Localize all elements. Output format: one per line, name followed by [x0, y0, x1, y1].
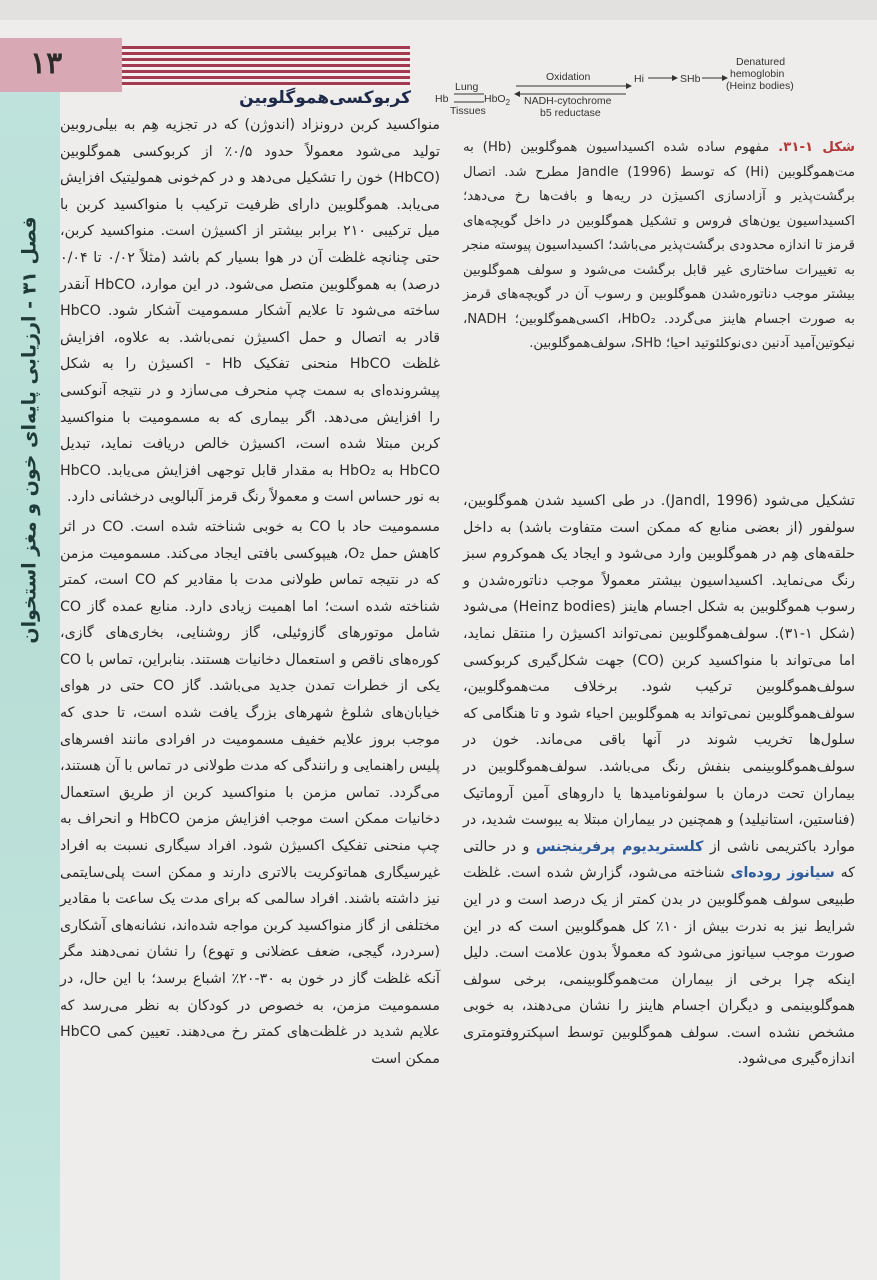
arrow-oxidation-head — [626, 83, 632, 89]
right-column — [60, 112, 440, 1075]
arrow-hi-shb-head — [672, 75, 678, 81]
chapter-title-text: فصل ۳۱ - ارزیابی پایه‌ای خون و مغز استخوان — [19, 216, 41, 644]
hemoglobin-oxidation-diagram — [430, 52, 870, 132]
diagram-denatured-2: hemoglobin — [730, 68, 785, 80]
diagram-lung: Lung — [455, 81, 479, 93]
arrow-reductase-head — [514, 91, 520, 97]
page-top-band — [0, 0, 877, 20]
right-paragraph-1: منواکسید کربن درونزاد (اندوژن) که در تجزیه هِم به بیلی‌روبین تولید می‌شود معمولاً حدود ۰/۵٪ از کربوکسی هموگلوبین (HbCO) خون را تشکیل می‌دهد و در کم‌خونی همولیتیک افزایش می‌یابد. هموگلوبین دارای ظرفیت ترکیب با منواکسید کربن با میل ترکیبی ۲۱۰ برابر بیشتر از اکسیژن است. منواکسید کربن، حتی چنانچه غلظت آن در هوا بسیار کم باشد (مثلاً ۰/۰۲ تا ۰/۰۴ درصد) به هموگلوبین متصل می‌شود. در این موارد، HbCO آنقدر ساخته می‌شود تا علایم آشکار مسمومیت آشکار شود. HbCO قادر به اتصال و حمل اکسیژن نمی‌باشد. به علاوه، افزایش غلظت HbCO منحنی تفکیک Hb - اکسیژن را به شکل پیشرونده‌ای به سمت چپ منحرف می‌سازد و در نتیجه آنوکسی را افزایش می‌دهد. اگر بیماری که به مسمومیت با منواکسید کربن مبتلا شده است، اکسیژن خالص دریافت نماید، تبدیل HbCO به HbO₂ به مقدار قابل توجهی افزایش می‌یابد. HbCO به نور حساس است و معمولاً رنگ قرمز آلبالویی درخشانی دارد. — [60, 117, 441, 506]
header-stripes — [122, 46, 410, 88]
diagram-denatured-1: Denatured — [736, 56, 786, 68]
diagram-hbo2: HbO$_2$ — [484, 93, 511, 107]
left-paragraph-1 — [463, 488, 855, 1073]
figure-label: شکل ۱-۳۱. — [778, 140, 856, 155]
figure-caption-text: مفهوم ساده شده اکسیداسیون هموگلوبین (Hb) به مت‌هموگلوبین (Hi) که توسط Jandle (1996) مطرح شد. اتصال برگشت‌پذیر و آزادسازی اکسیژن در ریه‌ها و بافت‌ها رخ می‌دهد؛ اکسیداسیون یون‌های فروس و تشکیل هموگلوبین در داخل گویچه‌های قرمز تا اندازه محدودی برگشت‌پذیر می‌باشد؛ اکسیداسیون پیوسته منجر به تغییرات ساختاری غیر قابل برگشت می‌شود و سولف هموگلوبین بیشتر موجب دناتوره‌شدن هموگلوبین و رسوب آن در گویچه‌های قرمز به صورت اجسام هاینز می‌گردد. HbO₂، اکسی‌هموگلوبین؛ NADH، نیکوتین‌آمید آدنین دی‌نوکلئوتید احیا؛ SHb، سولف‌هموگلوبین. — [463, 140, 855, 351]
diagram-hb: Hb — [435, 93, 449, 105]
diagram-denatured-3: (Heinz bodies) — [726, 80, 794, 92]
diagram-oxidation: Oxidation — [546, 71, 591, 83]
diagram-reductase-2: b5 reductase — [540, 107, 601, 119]
diagram-shb: SHb — [680, 73, 701, 85]
diagram-hi: Hi — [634, 73, 644, 85]
chapter-title-vertical — [0, 120, 60, 740]
diagram-tissues: Tissues — [450, 105, 486, 117]
page-number: ۱۳ — [30, 46, 63, 81]
diagram-hbo2-sub: 2 — [505, 98, 511, 107]
left-column — [463, 488, 855, 1076]
left-text-c: شناخته می‌شود، گزارش شده است. غلظت طبیعی سولف هموگلوبین در بدن کمتر از یک درصد است و در این شرایط نیز به ندرت بیش از ۱۰٪ کل هموگلوبین است که در این صورت موجب سیانوز می‌شود که معمولاً بدون علامت است. دلیل اینکه چرا برخی از بیماران مت‌هموگلوبینمی، برخی سولف هموگلوبینمی و دیگران اجسام هاینز را نشان می‌دهند، به خوبی مشخص نشده است. سولف هموگلوبین توسط اسپکتروفتومتری اندازه‌گیری می‌شود. — [463, 865, 855, 1068]
diagram-reductase-1: NADH-cytochrome — [524, 95, 612, 107]
left-text-a: تشکیل می‌شود (Jandl, 1996). در طی اکسید شدن هموگلوبین، سولفور (از بعضی منابع که ممکن است متفاوت باشد) به داخل حلقه‌های هِم در هموگلوبین وارد می‌شود و ایجاد یک هموکروم سبز رنگ می‌نماید. اکسیداسیون بیشتر معمولاً موجب دناتوره‌شدن و رسوب هموگلوبین به شکل اجسام هاینز (Heinz bodies) می‌شود (شکل ۱-۳۱). سولف‌هموگلوبین نمی‌تواند اکسیژن را منتقل نماید، اما می‌تواند با منواکسید کربن (CO) جهت شکل‌گیری کربوکسی سولف‌هموگلوبین ترکیب شود. برخلاف مت‌هموگلوبین، سولف‌هموگلوبین نمی‌تواند به هموگلوبین احیاء شود و تا هنگامی که سلول‌ها تخریب شوند در آنها باقی می‌ماند. خون در سولف‌هموگلوبینمی بنفش رنگ می‌باشد. سولف‌هموگلوبین در بیماران تحت درمان با سولفونامیدها یا داروهای آمین آروماتیک (فناستین، استانیلید) و همچنین در بیماران مبتلا به یبوست شدید، در موارد باکتریمی ناشی از — [463, 493, 856, 855]
section-heading: کربوکسی‌هموگلوبین — [239, 88, 411, 108]
highlight-cyanosis: سیانوز روده‌ای — [730, 865, 835, 882]
right-paragraph-2: مسمومیت حاد با CO به خوبی شناخته شده است. CO در اثر کاهش حمل O₂، هیپوکسی بافتی ایجاد می‌کند. مسمومیت مزمن که در نتیجه تماس طولانی مدت با مقادیر کم CO است، کمتر شناخته شده است؛ اما اهمیت زیادی دارد. منابع عمده گاز CO شامل موتورهای گازوئیلی، گاز روشنایی، بخاری‌های گازی، کوره‌های ناقص و استعمال دخانیات هستند. بنابراین، تماس با CO یکی از خطرات تمدن جدید می‌باشد. گاز CO حتی در هوای خیابان‌های شلوغ شهرهای بزرگ یافت شده است، تا حدی که موجب بروز علایم خفیف مسمومیت در افرادی مانند افسرهای پلیس راهنمایی و رانندگی که مدت طولانی در تماس با آن هستند، می‌گردد. تماس مزمن با منواکسید کربن از طریق استعمال دخانیات ممکن است موجب افزایش مزمن HbCO و انحراف به چپ منحنی تفکیک اکسیژن شود. افراد سیگاری نسبت به افراد غیرسیگاری هماتوکریت بالاتری دارند و ممکن است پلی‌سایتمی نیز داشته باشند. افراد سالمی که برای مدت یک ساعت با مقادیر مختلفی از گاز منواکسید کربن مواجه شده‌اند، نشانه‌های آشکاری (سردرد، گیجی، ضعف عضلانی و تهوع) را نشان نمی‌دهند مگر آنکه غلظت گاز در خون به ۳۰-۲۰٪ اشباع برسد؛ با این حال، در مسمومیت مزمن، به خصوص در کودکان به نظر می‌رسد که علایم شدید در غلظت‌های کمتر رخ می‌دهند. تعیین کمی HbCO ممکن است — [60, 518, 441, 1067]
figure-caption — [463, 136, 855, 357]
left-text-b: و در حالتی که — [463, 838, 855, 882]
highlight-clostridium: کلستریدیوم پرفرینجنس — [535, 838, 704, 855]
